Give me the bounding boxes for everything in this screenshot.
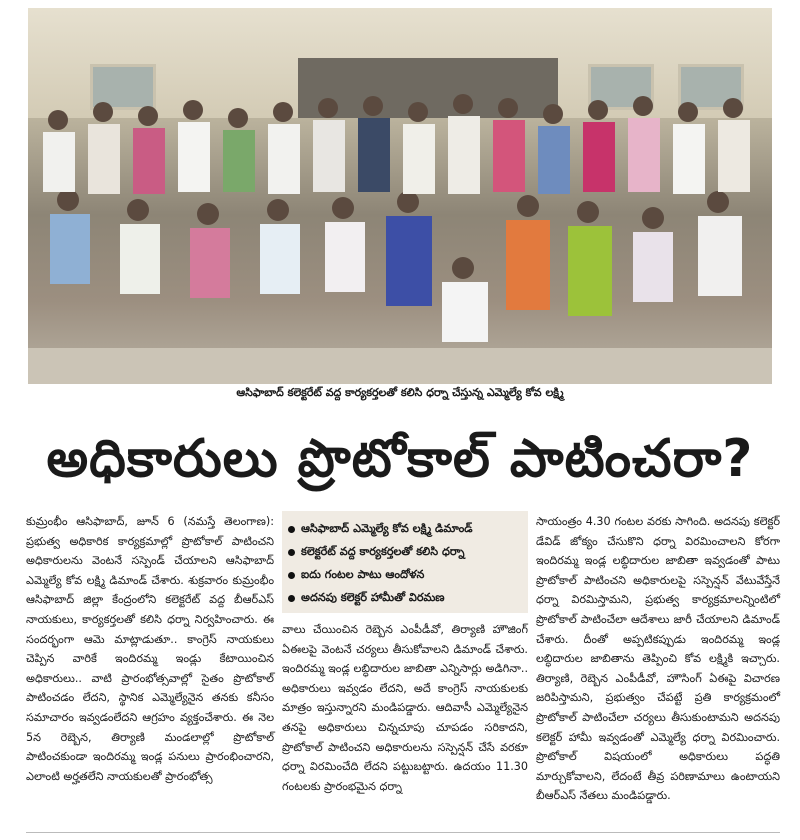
highlight-item bbox=[288, 540, 522, 563]
highlights-box bbox=[282, 511, 528, 613]
photo-caption: ఆసిఫాబాద్ కలెక్టరేట్ వద్ద కార్యకర్తలతో కలిసి ధర్నా చేస్తున్న ఎమ్మెల్యే కోవ లక్ష్మి bbox=[236, 386, 564, 399]
bottom-divider bbox=[26, 832, 780, 833]
bullet-icon bbox=[288, 549, 295, 556]
highlight-text: కలెక్టరేట్ వద్ద కార్యకర్తలతో కలిసి ధర్నా bbox=[301, 545, 465, 558]
bullet-icon bbox=[288, 526, 295, 533]
highlight-item bbox=[288, 563, 522, 586]
protest-crowd bbox=[28, 90, 772, 360]
bullet-icon bbox=[288, 572, 295, 579]
highlight-text: ఐదు గంటల పాటు ఆందోళన bbox=[301, 568, 425, 581]
news-photo bbox=[28, 8, 772, 384]
highlight-item bbox=[288, 517, 522, 540]
headline: అధికారులు ప్రొటోకాల్ పాటించరా? bbox=[46, 429, 754, 489]
highlight-item bbox=[288, 586, 522, 609]
highlight-text: అదనపు కలెక్టర్ హామీతో విరమణ bbox=[301, 591, 445, 604]
article-column-3: సాయంత్రం 4.30 గంటల వరకు సాగింది. అదనపు కలెక్టర్ డేవిడ్ జోక్యం చేసుకొని ధర్నా విరమించాలని కోరగా ఇందిరమ్మ ఇండ్ల లబ్ధిదారుల జాబితా ఇవ్వడంతో పాటు ప్రొటోకాల్ పాటించని అధికారులపై సస్పెన్షన్ వేటువేస్తేనే ధర్నా విరమిస్తామని, ప్రభుత్వ కార్యక్రమాలన్నింటిలో ప్రొటోకాల్ పాటించేలా ఆదేశాలు జారీ చేయాలని డిమాండ్ చేశారు. దీంతో అప్పటికప్పుడు ఇందిరమ్మ ఇండ్ల లబ్ధిదారుల జాబితాను తెప్పించి కోవ లక్ష్మికి ఇచ్చారు. తిర్యాణి, రెబ్బెన ఎంపీడీవో, హౌసింగ్ ఏఈపై విచారణ జరిపిస్తామని, ప్రభుత్వం చేపట్టే ప్రతి కార్యక్రమంలో ప్రొటోకాల్ పాటించేలా చర్యలు తీసుకుంటామని అదనపు కలెక్టర్ హామీ ఇవ్వడంతో ఎమ్మెల్యే ధర్నా విరమించారు. ప్రొటోకాల్ విషయంలో అధికారులు పద్ధతి మార్చుకోవాలని, లేదంటే తీవ్ర పరిణామాలు ఉంటాయని బీఆర్ఎస్ నేతలు మండిపడ్డారు. bbox=[536, 515, 780, 803]
bullet-icon bbox=[288, 595, 295, 602]
highlight-text: ఆసిఫాబాద్ ఎమ్మెల్యే కోవ లక్ష్మి డిమాండ్ bbox=[301, 522, 473, 535]
article-column-1: కుమ్రంభీం ఆసిఫాబాద్, జూన్ 6 (నమస్తే తెలంగాణ): ప్రభుత్వ అధికారిక కార్యక్రమాల్లో ప్రొటోకాల్ పాటించని అధికారులను వెంటనే సస్పెండ్ చేయాలని ఆసిఫాబాద్ ఎమ్మెల్యే కోవ లక్ష్మి డిమాండ్ చేశారు. శుక్రవారం కుమ్రంభీం ఆసిఫాబాద్ జిల్లా కేంద్రంలోని కలెక్టరేట్ వద్ద బీఆర్ఎస్ నాయకులు, కార్యకర్తలతో కలిసి ధర్నా నిర్వహించారు. ఈ సందర్భంగా ఆమె మాట్లాడుతూ.. కాంగ్రెస్ నాయకులు చెప్పిన వారికే ఇందిరమ్మ ఇండ్లు కేటాయించిన అధికారులు.. వాటి ప్రారంభోత్సవాల్లో సైతం ప్రొటోకాల్ పాటించడం లేదని, స్థానిక ఎమ్మెల్యేనైన తనకు కనీసం సమాచారం ఇవ్వడంలేదని ఆగ్రహం వ్యక్తంచేశారు. ఈ నెల 5న రెబ్బెన, తిర్యాణి మండలాల్లో ప్రొటోకాల్ పాటించకుండా ఇందిరమ్మ ఇండ్ల పనులు ప్రారంభించారని, ఎలాంటి అర్హతలేని నాయకులతో ప్రారంభోత్స bbox=[26, 515, 274, 783]
article-column-2: వాలు చేయించిన రెబ్బెన ఎంపీడీవో, తిర్యాణి హౌజింగ్ ఏఈలపై వెంటనే చర్యలు తీసుకోవాలని డిమాండ్ చేశారు. ఇందిరమ్మ ఇండ్ల లబ్ధిదారుల జాబితా ఎన్నిసార్లు అడిగినా.. అధికారులు ఇవ్వడం లేదని, అదే కాంగ్రెస్ నాయకులకు మాత్రం ఇస్తున్నారని మండిపడ్డారు. ఆదివాసీ ఎమ్మెల్యేనైన తనపై అధికారులు చిన్నచూపు చూపడం సరికాదని, ప్రొటోకాల్ పాటించని అధికారులను సస్పెన్షన్ చేసే వరకూ ధర్నా విరమించేది లేదని పట్టుబట్టారు. ఉదయం 11.30 గంటలకు ప్రారంభమైన ధర్నా bbox=[282, 623, 528, 793]
